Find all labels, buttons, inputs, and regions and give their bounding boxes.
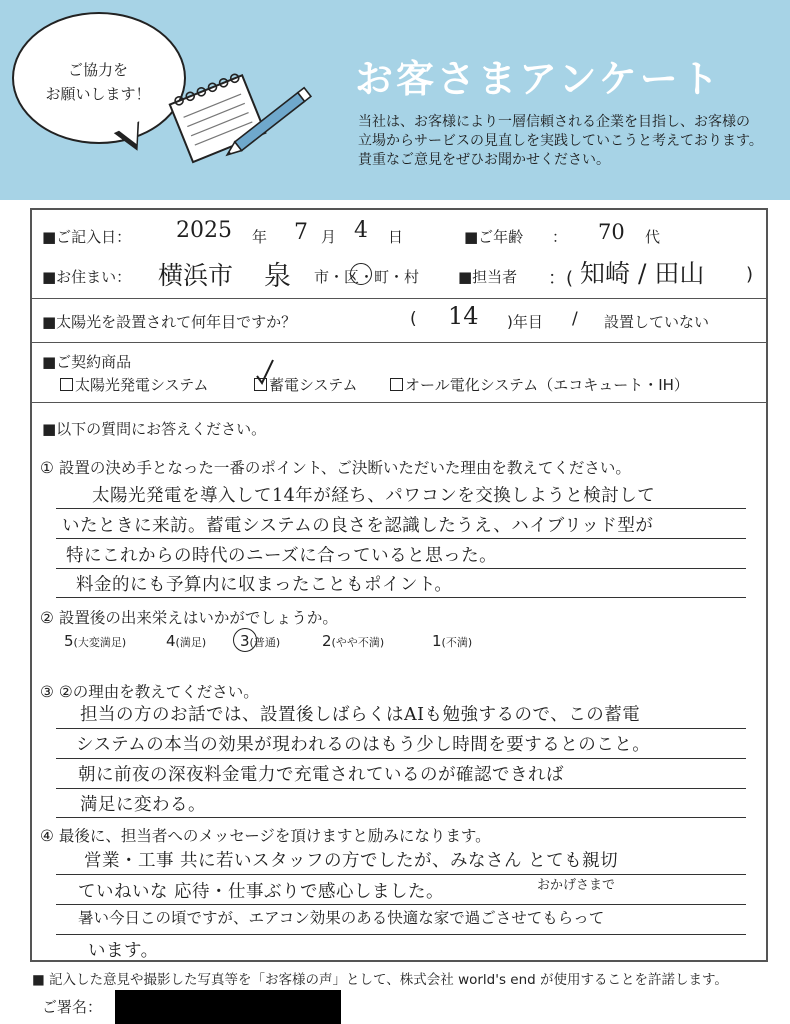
signature-redaction	[115, 990, 341, 1024]
address-label: ■お住まい：	[42, 268, 132, 286]
product-option-solar[interactable]: 太陽光発電システム	[60, 374, 209, 395]
q4-answer-line[interactable]: 暑い今日この頃ですが、エアコン効果のある快適な家で過ごさせてもらって	[78, 909, 605, 927]
question-3: ③ ②の理由を教えてください。	[40, 683, 259, 701]
years-none-option[interactable]: 設置していない	[604, 313, 710, 331]
divider	[32, 342, 766, 343]
q4-answer-line[interactable]: 営業・工事 共に若いスタッフの方でしたが、みなさん とても親切	[84, 851, 619, 871]
checkbox-icon[interactable]	[60, 378, 73, 391]
q4-insert-note: おかげさまで	[537, 878, 616, 893]
date-year-unit: 年	[252, 228, 268, 246]
years-close: )年目	[507, 313, 543, 331]
staff-value[interactable]: 知崎 / 田山	[580, 259, 705, 288]
divider	[32, 402, 766, 403]
rating-option-3[interactable]: 3(普通)	[240, 632, 281, 650]
products-label: ■ご契約商品	[42, 353, 132, 371]
staff-open: ：(	[548, 268, 574, 289]
q1-answer-line[interactable]: 太陽光発電を導入して14年が経ち、パワコンを交換しようと検討して	[92, 486, 656, 506]
q1-answer-line[interactable]: いたときに来訪。蓄電システムの良さを認識したうえ、ハイブリッド型が	[62, 516, 654, 536]
years-separator: /	[572, 309, 578, 329]
q3-answer-line[interactable]: システムの本当の効果が現われるのはもう少し時間を要するとのこと。	[76, 735, 651, 755]
age-colon: ：	[552, 228, 568, 246]
header-banner	[0, 0, 790, 200]
staff-close: )	[746, 264, 754, 285]
q3-answer-line[interactable]: 朝に前夜の深夜料金電力で充電されているのが確認できれば	[78, 765, 564, 785]
date-year-value[interactable]: 2025	[176, 218, 232, 243]
q1-answer-line[interactable]: 料金的にも予算内に収まったこともポイント。	[76, 575, 453, 595]
consent-text: ■ 記入した意見や撮影した写真等を「お客様の声」として、株式会社 world's end が使用することを許諾します。	[32, 972, 728, 988]
question-1: ① 設置の決め手となった一番のポイント、ご決断いただいた理由を教えてください。	[40, 459, 631, 477]
address-type-options: 市・区・町・村	[314, 268, 420, 286]
rating-option-2[interactable]: 2(やや不満)	[322, 632, 385, 650]
rating-option-1[interactable]: 1(不満)	[432, 632, 473, 650]
years-open: (	[410, 309, 417, 329]
age-label: ■ご年齢	[464, 228, 524, 246]
staff-label: ■担当者	[458, 268, 518, 286]
q3-answer-line[interactable]: 担当の方のお話では、設置後しばらくはAIも勉強するので、この蓄電	[80, 705, 641, 725]
question-2: ② 設置後の出来栄えはいかがでしょうか。	[40, 609, 338, 627]
notepad-pencil-icon	[160, 62, 325, 172]
date-label: ■ご記入日：	[42, 228, 132, 246]
rating-option-5[interactable]: 5(大変満足)	[64, 632, 127, 650]
page-title: お客さまアンケート	[355, 57, 722, 101]
rating-option-4[interactable]: 4(満足)	[166, 632, 207, 650]
survey-form	[30, 208, 768, 962]
age-unit: 代	[645, 228, 661, 246]
years-label: ■太陽光を設置されて何年目ですか？	[42, 313, 297, 331]
question-4: ④ 最後に、担当者へのメッセージを頂けますと励みになります。	[40, 827, 491, 845]
ward-selected-circle	[350, 263, 372, 285]
speech-bubble-text: ご協力を お願いします！	[45, 61, 151, 103]
product-option-battery[interactable]: 蓄電システム	[254, 374, 358, 395]
q1-answer-line[interactable]: 特にこれからの時代のニーズに合っていると思った。	[66, 546, 498, 566]
q4-answer-line[interactable]: ていねいな 応待・仕事ぶりで感心しました。	[78, 882, 445, 902]
product-option-all-electric[interactable]: オール電化システム（エコキュート・IH）	[390, 374, 689, 395]
q4-answer-line[interactable]: います。	[88, 941, 159, 961]
intro-text: 当社は、お客様により一層信頼される企業を目指し、お客様の 立場からサービスの見直しを実践していこうと考えております。 貴重なご意見をぜひお聞かせください。	[358, 114, 763, 168]
age-value[interactable]: 70	[598, 220, 625, 244]
years-value[interactable]: 14	[448, 302, 479, 330]
date-month-value[interactable]: 7	[294, 220, 308, 245]
address-city-value[interactable]: 横浜市	[158, 261, 234, 290]
q3-answer-line[interactable]: 満足に変わる。	[80, 795, 206, 815]
signature-label: ご署名：	[42, 998, 103, 1016]
questions-intro: ■以下の質問にお答えください。	[42, 420, 267, 438]
date-month-unit: 月	[321, 228, 337, 246]
date-day-unit: 日	[388, 228, 404, 246]
rating-selected-circle	[233, 628, 257, 652]
divider	[32, 298, 766, 299]
date-day-value[interactable]: 4	[354, 218, 368, 243]
checkbox-icon[interactable]	[390, 378, 403, 391]
address-ward-value[interactable]: 泉	[264, 261, 291, 292]
checkmark-icon	[254, 358, 276, 388]
